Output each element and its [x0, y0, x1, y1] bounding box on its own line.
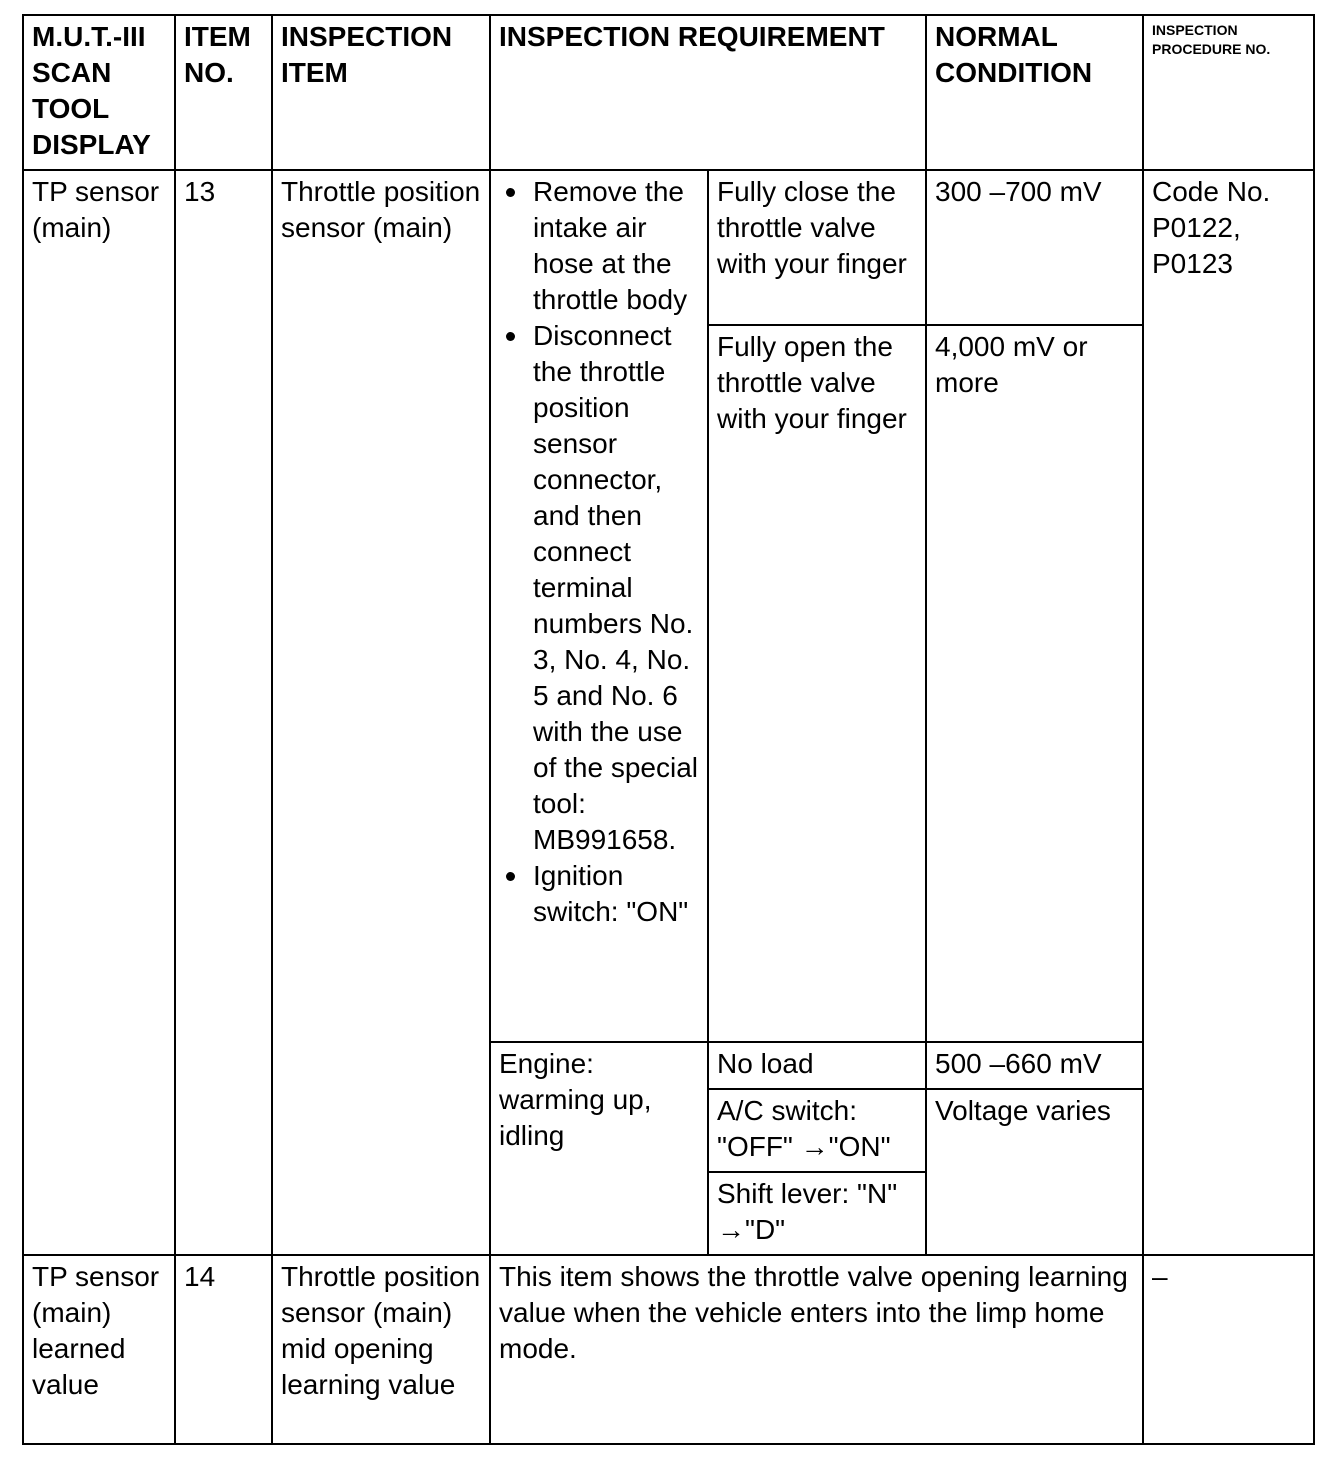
list-item: Remove the intake air hose at the throttle body — [493, 174, 701, 318]
row1-display: TP sensor (main) — [23, 170, 175, 1255]
row1-cond-shift: Shift lever: "N" →"D" — [708, 1172, 926, 1255]
row1-inspection-item: Throttle position sensor (main) — [272, 170, 490, 1255]
row1-requirement-list-cell — [490, 170, 708, 1042]
row1-procedure-no: Code No. P0122, P0123 — [1143, 170, 1314, 1255]
header-row — [23, 15, 1314, 170]
row1-cond-no-load: No load — [708, 1042, 926, 1089]
inspection-table — [22, 14, 1315, 1445]
header-procedure-no: INSPECTION PROCEDURE NO. — [1143, 15, 1314, 170]
row1-engine-requirement: Engine: warming up, idling — [490, 1042, 708, 1255]
header-inspection-item: INSPECTION ITEM — [272, 15, 490, 170]
row1-normal-varies: Voltage varies — [926, 1089, 1143, 1255]
row1-cond-ac: A/C switch: "OFF" →"ON" — [708, 1089, 926, 1172]
row2-display: TP sensor (main) learned value — [23, 1255, 175, 1444]
row1-cond-open: Fully open the throttle valve with your finger — [708, 325, 926, 1042]
list-item: Ignition switch: "ON" — [493, 858, 701, 930]
header-inspection-requirement: INSPECTION REQUIREMENT — [490, 15, 926, 170]
row2-requirement: This item shows the throttle valve opening learning value when the vehicle enters into the limp home mode. — [490, 1255, 1143, 1444]
header-item-no: ITEM NO. — [175, 15, 272, 170]
table-row — [23, 170, 1314, 325]
table-row — [23, 1255, 1314, 1444]
header-display: M.U.T.-III SCAN TOOL DISPLAY — [23, 15, 175, 170]
row1-item-no: 13 — [175, 170, 272, 1255]
row1-normal-no-load: 500 –660 mV — [926, 1042, 1143, 1089]
header-normal-condition: NORMAL CONDITION — [926, 15, 1143, 170]
row2-inspection-item: Throttle position sensor (main) mid opening learning value — [272, 1255, 490, 1444]
row1-cond-close: Fully close the throttle valve with your finger — [708, 170, 926, 325]
row1-normal-open: 4,000 mV or more — [926, 325, 1143, 1042]
list-item: Disconnect the throttle position sensor connector, and then connect terminal numbers No. 3, No. 4, No. 5 and No. 6 with the use of the special tool: MB991658. — [493, 318, 701, 858]
row2-item-no: 14 — [175, 1255, 272, 1444]
row1-normal-close: 300 –700 mV — [926, 170, 1143, 325]
row2-procedure-no: – — [1143, 1255, 1314, 1444]
requirement-list — [493, 174, 701, 930]
